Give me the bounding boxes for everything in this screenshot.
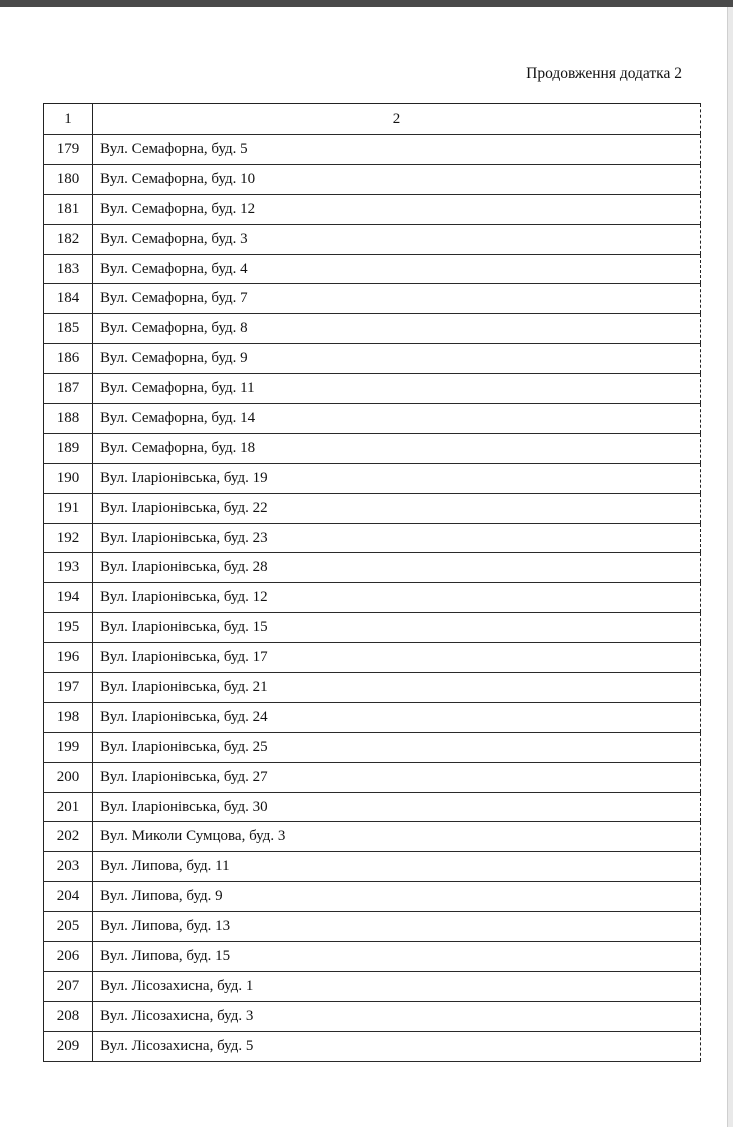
- table-row: [44, 912, 701, 942]
- row-number: 179: [44, 135, 93, 165]
- table-row: [44, 404, 701, 434]
- row-address: Вул. Іларіонівська, буд. 28: [93, 553, 701, 583]
- row-number: 194: [44, 583, 93, 613]
- column-header-1: 1: [44, 104, 93, 135]
- table-row: [44, 374, 701, 404]
- row-address: Вул. Іларіонівська, буд. 21: [93, 673, 701, 703]
- table-row: [44, 702, 701, 732]
- row-number: 195: [44, 613, 93, 643]
- table-row: [44, 1031, 701, 1061]
- row-address: Вул. Липова, буд. 13: [93, 912, 701, 942]
- row-address: Вул. Липова, буд. 9: [93, 882, 701, 912]
- row-number: 205: [44, 912, 93, 942]
- table-row: [44, 164, 701, 194]
- row-number: 180: [44, 164, 93, 194]
- table-row: [44, 314, 701, 344]
- row-address: Вул. Лісозахисна, буд. 1: [93, 971, 701, 1001]
- table-row: [44, 1001, 701, 1031]
- row-address: Вул. Семафорна, буд. 3: [93, 224, 701, 254]
- address-table-body: [44, 104, 701, 1062]
- table-row: [44, 493, 701, 523]
- row-address: Вул. Липова, буд. 15: [93, 942, 701, 972]
- table-row: [44, 792, 701, 822]
- row-address: Вул. Семафорна, буд. 5: [93, 135, 701, 165]
- table-row: [44, 762, 701, 792]
- row-address: Вул. Іларіонівська, буд. 25: [93, 732, 701, 762]
- table-row: [44, 852, 701, 882]
- row-address: Вул. Іларіонівська, буд. 23: [93, 523, 701, 553]
- table-row: [44, 553, 701, 583]
- continuation-note: Продовження додатка 2: [526, 65, 682, 82]
- table-row: [44, 135, 701, 165]
- row-address: Вул. Іларіонівська, буд. 12: [93, 583, 701, 613]
- row-address: Вул. Липова, буд. 11: [93, 852, 701, 882]
- row-number: 192: [44, 523, 93, 553]
- row-number: 202: [44, 822, 93, 852]
- table-row: [44, 942, 701, 972]
- row-number: 187: [44, 374, 93, 404]
- row-number: 193: [44, 553, 93, 583]
- row-address: Вул. Семафорна, буд. 4: [93, 254, 701, 284]
- row-number: 188: [44, 404, 93, 434]
- row-number: 208: [44, 1001, 93, 1031]
- row-number: 199: [44, 732, 93, 762]
- row-number: 186: [44, 344, 93, 374]
- table-header-row: [44, 104, 701, 135]
- row-number: 190: [44, 463, 93, 493]
- row-number: 183: [44, 254, 93, 284]
- row-number: 191: [44, 493, 93, 523]
- table-row: [44, 613, 701, 643]
- row-address: Вул. Семафорна, буд. 10: [93, 164, 701, 194]
- table-row: [44, 344, 701, 374]
- row-number: 203: [44, 852, 93, 882]
- table-row: [44, 882, 701, 912]
- row-number: 182: [44, 224, 93, 254]
- row-number: 204: [44, 882, 93, 912]
- row-number: 185: [44, 314, 93, 344]
- row-number: 209: [44, 1031, 93, 1061]
- table-row: [44, 971, 701, 1001]
- row-address: Вул. Лісозахисна, буд. 3: [93, 1001, 701, 1031]
- viewer-top-bar: [0, 0, 733, 7]
- table-row: [44, 254, 701, 284]
- row-address: Вул. Миколи Сумцова, буд. 3: [93, 822, 701, 852]
- table-row: [44, 463, 701, 493]
- table-row: [44, 523, 701, 553]
- address-table: [43, 103, 701, 1062]
- table-row: [44, 643, 701, 673]
- row-number: 184: [44, 284, 93, 314]
- table-row: [44, 433, 701, 463]
- table-row: [44, 583, 701, 613]
- row-address: Вул. Семафорна, буд. 11: [93, 374, 701, 404]
- row-number: 189: [44, 433, 93, 463]
- table-row: [44, 284, 701, 314]
- row-address: Вул. Семафорна, буд. 14: [93, 404, 701, 434]
- table-row: [44, 673, 701, 703]
- row-address: Вул. Семафорна, буд. 12: [93, 194, 701, 224]
- row-address: Вул. Іларіонівська, буд. 24: [93, 702, 701, 732]
- column-header-2: 2: [93, 104, 701, 135]
- document-page: [0, 7, 728, 1127]
- row-address: Вул. Семафорна, буд. 9: [93, 344, 701, 374]
- row-number: 201: [44, 792, 93, 822]
- table-row: [44, 822, 701, 852]
- table-row: [44, 224, 701, 254]
- row-address: Вул. Семафорна, буд. 18: [93, 433, 701, 463]
- row-address: Вул. Семафорна, буд. 7: [93, 284, 701, 314]
- row-number: 198: [44, 702, 93, 732]
- page-right-edge: [727, 7, 733, 1127]
- row-number: 200: [44, 762, 93, 792]
- row-address: Вул. Іларіонівська, буд. 22: [93, 493, 701, 523]
- row-address: Вул. Іларіонівська, буд. 30: [93, 792, 701, 822]
- row-address: Вул. Іларіонівська, буд. 15: [93, 613, 701, 643]
- row-address: Вул. Семафорна, буд. 8: [93, 314, 701, 344]
- row-address: Вул. Іларіонівська, буд. 19: [93, 463, 701, 493]
- row-number: 197: [44, 673, 93, 703]
- row-number: 206: [44, 942, 93, 972]
- row-address: Вул. Іларіонівська, буд. 27: [93, 762, 701, 792]
- row-address: Вул. Іларіонівська, буд. 17: [93, 643, 701, 673]
- row-number: 207: [44, 971, 93, 1001]
- row-address: Вул. Лісозахисна, буд. 5: [93, 1031, 701, 1061]
- table-row: [44, 194, 701, 224]
- row-number: 196: [44, 643, 93, 673]
- table-row: [44, 732, 701, 762]
- row-number: 181: [44, 194, 93, 224]
